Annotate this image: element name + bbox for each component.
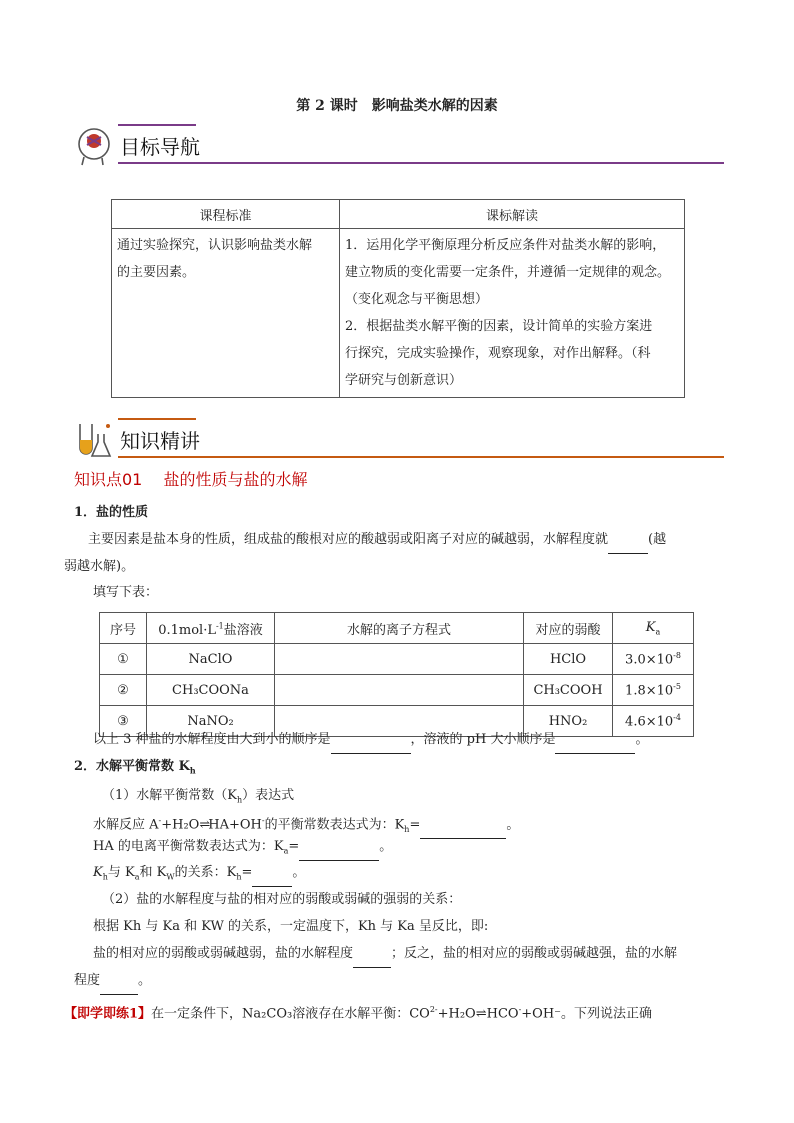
page-title: 第 2 课时 影响盐类水解的因素 (296, 98, 498, 114)
header-accent-line (118, 124, 196, 126)
cell: NaNO₂ (147, 706, 275, 737)
paragraph-4: （1）水解平衡常数$(K_h)$表达式 (102, 788, 295, 805)
salt-table (99, 612, 694, 737)
paragraph-1 (64, 527, 724, 580)
paragraph-3 (93, 727, 713, 754)
text: 以上 3 种盐的水解程度由大到小的顺序是 (93, 732, 331, 747)
heading-2: 2．水解平衡常数 $K_h$ (74, 759, 196, 776)
heading-1: 1．盐的性质 (74, 505, 149, 520)
head-brain-icon (72, 124, 116, 168)
header-rule (118, 162, 724, 164)
table-header: 水解的离子方程式 (275, 613, 524, 644)
cell: $3.0\times 10^{-8}$ (613, 644, 694, 675)
paragraph-11: 程度 。 (74, 968, 734, 995)
cell: HClO (524, 644, 613, 675)
table-header: $0.1mol\cdot L^{-1}$盐溶液 (147, 613, 275, 644)
text-line: 学研究与创新意识） (345, 373, 463, 388)
table-header: 课标解读 (340, 200, 685, 229)
table-header: 对应的弱酸 (524, 613, 613, 644)
paragraph-8: （2）盐的水解程度与盐的相对应的弱酸或弱碱的强弱的关系： (102, 892, 462, 907)
text-line: 建立物质的变化需要一定条件，并遵循一定规律的观念。 (345, 265, 671, 280)
table-header: 序号 (100, 613, 147, 644)
answer-blank[interactable] (555, 727, 635, 754)
text-line: 通过实验探究，认识影响盐类水解 (117, 238, 313, 253)
text-line: 的主要因素。 (117, 265, 196, 280)
text-line: 2．根据盐类水解平衡的因素，设计简单的实验方案进 (345, 319, 653, 334)
answer-blank[interactable] (353, 941, 391, 968)
paragraph-7: $K_h$与 $K_a$和 $K_W$的关系：$K_h=$ 。 (93, 860, 753, 891)
flask-icon (72, 418, 116, 462)
header-accent-line (118, 418, 196, 420)
section-header-knowledge (72, 418, 724, 458)
table-row (100, 644, 694, 675)
paragraph-9: 根据 Kh 与 Ka 和 KW 的关系，一定温度下，Kh 与 Ka 呈反比，即: (93, 919, 489, 934)
cell: ③ (100, 706, 147, 737)
cell: CH₃COOH (524, 675, 613, 706)
answer-blank[interactable] (331, 727, 411, 754)
table-header: $K_a$ (613, 613, 694, 644)
text-line: （变化观念与平衡思想） (345, 292, 489, 307)
cell: ① (100, 644, 147, 675)
answer-cell[interactable] (275, 675, 524, 706)
cell: HNO₂ (524, 706, 613, 737)
paragraph-10: 盐的相对应的弱酸或弱碱越弱，盐的水解程度 ；反之，盐的相对应的弱酸或弱碱越强，盐的水解 (93, 941, 723, 968)
section-label: 目标导航 (120, 135, 200, 159)
exercise-1: 【即学即练1】在一定条件下，Na₂CO₃溶液存在水解平衡：$CO^{2-}+H_2O\rightleftharpoons HCO^-+OH^-$。下列说法正确 (64, 1005, 653, 1022)
exercise-tag: 【即学即练1】 (64, 1006, 152, 1022)
knowledge-point-title: 知识点01 盐的性质与盐的水解 (74, 470, 308, 489)
equilibrium-arrow: ⇌ (475, 1006, 487, 1022)
text: 主要因素是盐本身的性质，组成盐的酸根对应的酸越弱或阳离子对应的碱越弱，水解程度就 (88, 532, 609, 547)
interpretation-cell (340, 229, 685, 398)
answer-cell[interactable] (275, 644, 524, 675)
text-line: 1．运用化学平衡原理分析反应条件对盐类水解的影响， (345, 238, 666, 253)
cell: $1.8\times 10^{-5}$ (613, 675, 694, 706)
text: (越 (648, 532, 667, 547)
paragraph-6: HA 的电离平衡常数表达式为：$K_a=$ 。 (93, 834, 753, 865)
answer-blank[interactable] (299, 834, 379, 861)
cell: ② (100, 675, 147, 706)
answer-blank[interactable] (252, 860, 292, 887)
text: 。 (635, 732, 649, 747)
answer-blank[interactable] (100, 968, 138, 995)
cell: $4.6\times 10^{-4}$ (613, 706, 694, 737)
table-row (100, 675, 694, 706)
section-header-goals (72, 124, 724, 164)
header-rule (118, 456, 724, 458)
cell: NaClO (147, 644, 275, 675)
equilibrium-arrow: ⇌ (199, 817, 209, 833)
table-header: 课程标准 (112, 200, 340, 229)
text: 弱越水解)。 (64, 559, 135, 574)
section-label: 知识精讲 (120, 429, 200, 453)
cell: CH₃COONa (147, 675, 275, 706)
curriculum-table (111, 199, 685, 398)
standard-cell (112, 229, 340, 398)
paragraph-5: 水解反应 A-+H₂O⇌HA+OH-的平衡常数表达式为：$K_h=$ 。 (93, 808, 753, 843)
text-line: 行探究，完成实验操作，观察现象，对作出解释。（科 (345, 346, 651, 361)
paragraph-2: 填写下表： (93, 585, 159, 600)
text: ，溶液的 pH 大小顺序是 (410, 732, 556, 747)
answer-blank[interactable] (608, 527, 648, 554)
